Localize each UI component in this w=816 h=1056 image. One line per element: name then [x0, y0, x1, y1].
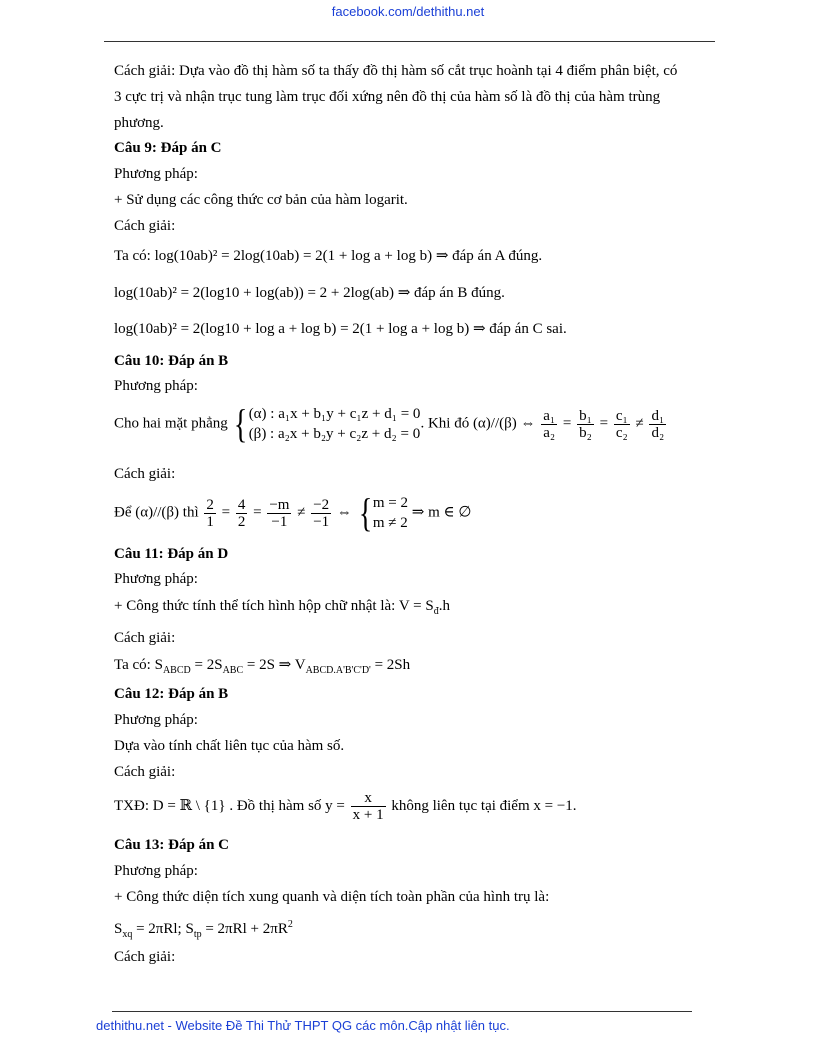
question-12-title: Câu 12: Đáp án B: [114, 686, 229, 702]
text-line: [114, 597, 450, 621]
superscript: 2: [287, 919, 293, 930]
text-line: + Công thức diện tích xung quanh và diện tích toàn phần của hình trụ là:: [114, 889, 550, 905]
equation-line: [114, 916, 293, 944]
text-line: Cách giải: Dựa vào đồ thị hàm số ta thấy đồ thị hàm số cắt trục hoành tại 4 điểm phân biệt, có: [114, 63, 678, 79]
numerator: 4: [237, 496, 246, 513]
subscript: ABCD: [162, 665, 191, 676]
text-line: phương.: [114, 115, 164, 131]
solution-label: Cách giải:: [114, 218, 176, 234]
denominator: 2: [237, 513, 246, 530]
equation-system: [231, 401, 421, 446]
text: = 2S ⇒ V: [243, 657, 306, 673]
denominator: b₂: [579, 424, 592, 441]
fraction: [614, 408, 630, 441]
denominator: d₂: [651, 424, 665, 441]
fraction: [649, 408, 666, 441]
equation-line: [114, 284, 505, 302]
fraction: [351, 790, 386, 823]
plane-beta: (β) : a₂x + b₂y + c₂z + d₂ = 0: [248, 426, 421, 442]
text: = 2Sh: [370, 657, 411, 673]
header-site[interactable]: facebook.com/dethithu.net: [331, 4, 485, 19]
condition: m ≠ 2: [372, 515, 408, 531]
numerator: a₁: [543, 407, 556, 424]
text: TXĐ: D = ℝ \ {1} . Đồ thị hàm số y =: [114, 797, 349, 814]
solution-label: Cách giải:: [114, 630, 176, 646]
numerator: c₁: [615, 407, 628, 424]
text: ⇒ đáp án C sai.: [469, 321, 567, 337]
subscript: tp: [193, 929, 202, 940]
text: .h: [438, 598, 450, 614]
text: ⇒ đáp án B đúng.: [393, 285, 505, 301]
method-label: Phương pháp:: [114, 712, 198, 728]
numerator: −2: [313, 496, 330, 513]
subscript: ABCD.A'B'C'D': [305, 665, 371, 676]
bottom-divider: [112, 1011, 692, 1012]
text: ⇒ đáp án A đúng.: [432, 248, 543, 264]
method-label: Phương pháp:: [114, 378, 198, 394]
equation-line: [114, 790, 577, 823]
text-line: Dựa vào tính chất liên tục của hàm số.: [114, 738, 345, 754]
fraction: [311, 497, 331, 530]
text: = 2πRl + 2πR: [201, 921, 288, 937]
question-9-title: Câu 9: Đáp án C: [114, 140, 222, 156]
numerator: 2: [206, 496, 214, 513]
subscript: đ: [433, 606, 439, 617]
solution-label: Cách giải:: [114, 764, 176, 780]
denominator: −1: [313, 513, 330, 530]
denominator: a₂: [543, 424, 556, 441]
text-line: + Sử dụng các công thức cơ bản của hàm logarit.: [114, 192, 408, 208]
fraction: [204, 497, 216, 530]
math-expression: log(10ab)² = 2(log10 + log a + log b) = 2(1 + log a + log b): [114, 321, 470, 337]
result: ⇒ m ∈ ∅: [408, 504, 472, 521]
fraction: [267, 497, 291, 530]
numerator: b₁: [579, 407, 592, 424]
question-11-title: Câu 11: Đáp án D: [114, 546, 229, 562]
top-divider: [104, 41, 715, 42]
fraction: [236, 497, 248, 530]
equation-line: [114, 320, 567, 338]
text: không liên tục tại điểm x = −1.: [387, 797, 577, 814]
condition: m = 2: [372, 495, 409, 511]
text: . Khi đó (α)//(β) ⇔: [420, 415, 540, 432]
numerator: d₁: [651, 407, 665, 424]
text: Để (α)//(β) thì: [114, 504, 203, 521]
subscript: ABC: [222, 665, 244, 676]
plane-alpha: (α) : a₁x + b₁y + c₁z + d₁ = 0: [248, 406, 421, 422]
solution-label: Cách giải:: [114, 949, 176, 965]
denominator: 1: [206, 513, 214, 530]
denominator: c₂: [615, 424, 628, 441]
text: + Công thức tính thể tích hình hộp chữ nhật là: V = S: [114, 598, 434, 614]
fraction: [541, 408, 557, 441]
text: Ta có:: [114, 248, 155, 264]
equation-line: [114, 656, 410, 680]
math-expression: log(10ab)² = 2log(10ab) = 2(1 + log a + log b): [154, 248, 433, 264]
numerator: x: [351, 790, 386, 807]
footer-link[interactable]: dethithu.net - Website Đề Thi Thử THPT QG các môn.Cập nhật liên tục.: [96, 1018, 510, 1033]
denominator: −1: [271, 513, 288, 530]
text: S: [114, 921, 123, 937]
fraction: [577, 408, 594, 441]
text: Cho hai mặt phẳng: [114, 415, 232, 432]
method-label: Phương pháp:: [114, 863, 198, 879]
question-10-title: Câu 10: Đáp án B: [114, 353, 229, 369]
equation-line: Để (α)//(β) thì $\frac{2}{1}$ = $\frac{4}{2}$ = $\frac{-m}{-1}$ ≠ $\frac{-2}{-1}$ ⇔ { m = 2 m ≠ 2 ⇒ m ∈ ∅: [114, 490, 472, 535]
brace: {: [358, 490, 372, 535]
method-label: Phương pháp:: [114, 166, 198, 182]
numerator: −m: [269, 496, 290, 513]
question-13-title: Câu 13: Đáp án C: [114, 837, 230, 853]
method-label: Phương pháp:: [114, 571, 198, 587]
subscript: xq: [122, 929, 133, 940]
equation-system: [356, 490, 409, 535]
equation-line: [114, 247, 542, 265]
equation-line: Cho hai mặt phẳng { (α) : a₁x + b₁y + c₁z + d₁ = 0 (β) : a₂x + b₂y + c₂z + d₂ = 0 . Khi đó (α)//(β) ⇔ $\frac{\text{a₁}}{\text{a₂}}$ = $\frac{\text{b₁}}{\text{b₂}}$ = $\frac{\text{c₁}}{\text{c₂}}$ ≠ $\frac{\text{d₁}}{\text{d₂}}$: [114, 401, 665, 446]
math-expression: log(10ab)² = 2(log10 + log(ab)) = 2 + 2log(ab): [114, 285, 394, 301]
text: = 2πRl; S: [132, 921, 194, 937]
text: Ta có: S: [114, 657, 163, 673]
text-line: 3 cực trị và nhận trục tung làm trục đối xứng nên đồ thị của hàm số là đồ thị của hàm trùng: [114, 89, 661, 105]
text: = 2S: [190, 657, 223, 673]
denominator: x + 1: [352, 807, 384, 823]
solution-label: Cách giải:: [114, 466, 176, 482]
brace: {: [234, 401, 248, 446]
